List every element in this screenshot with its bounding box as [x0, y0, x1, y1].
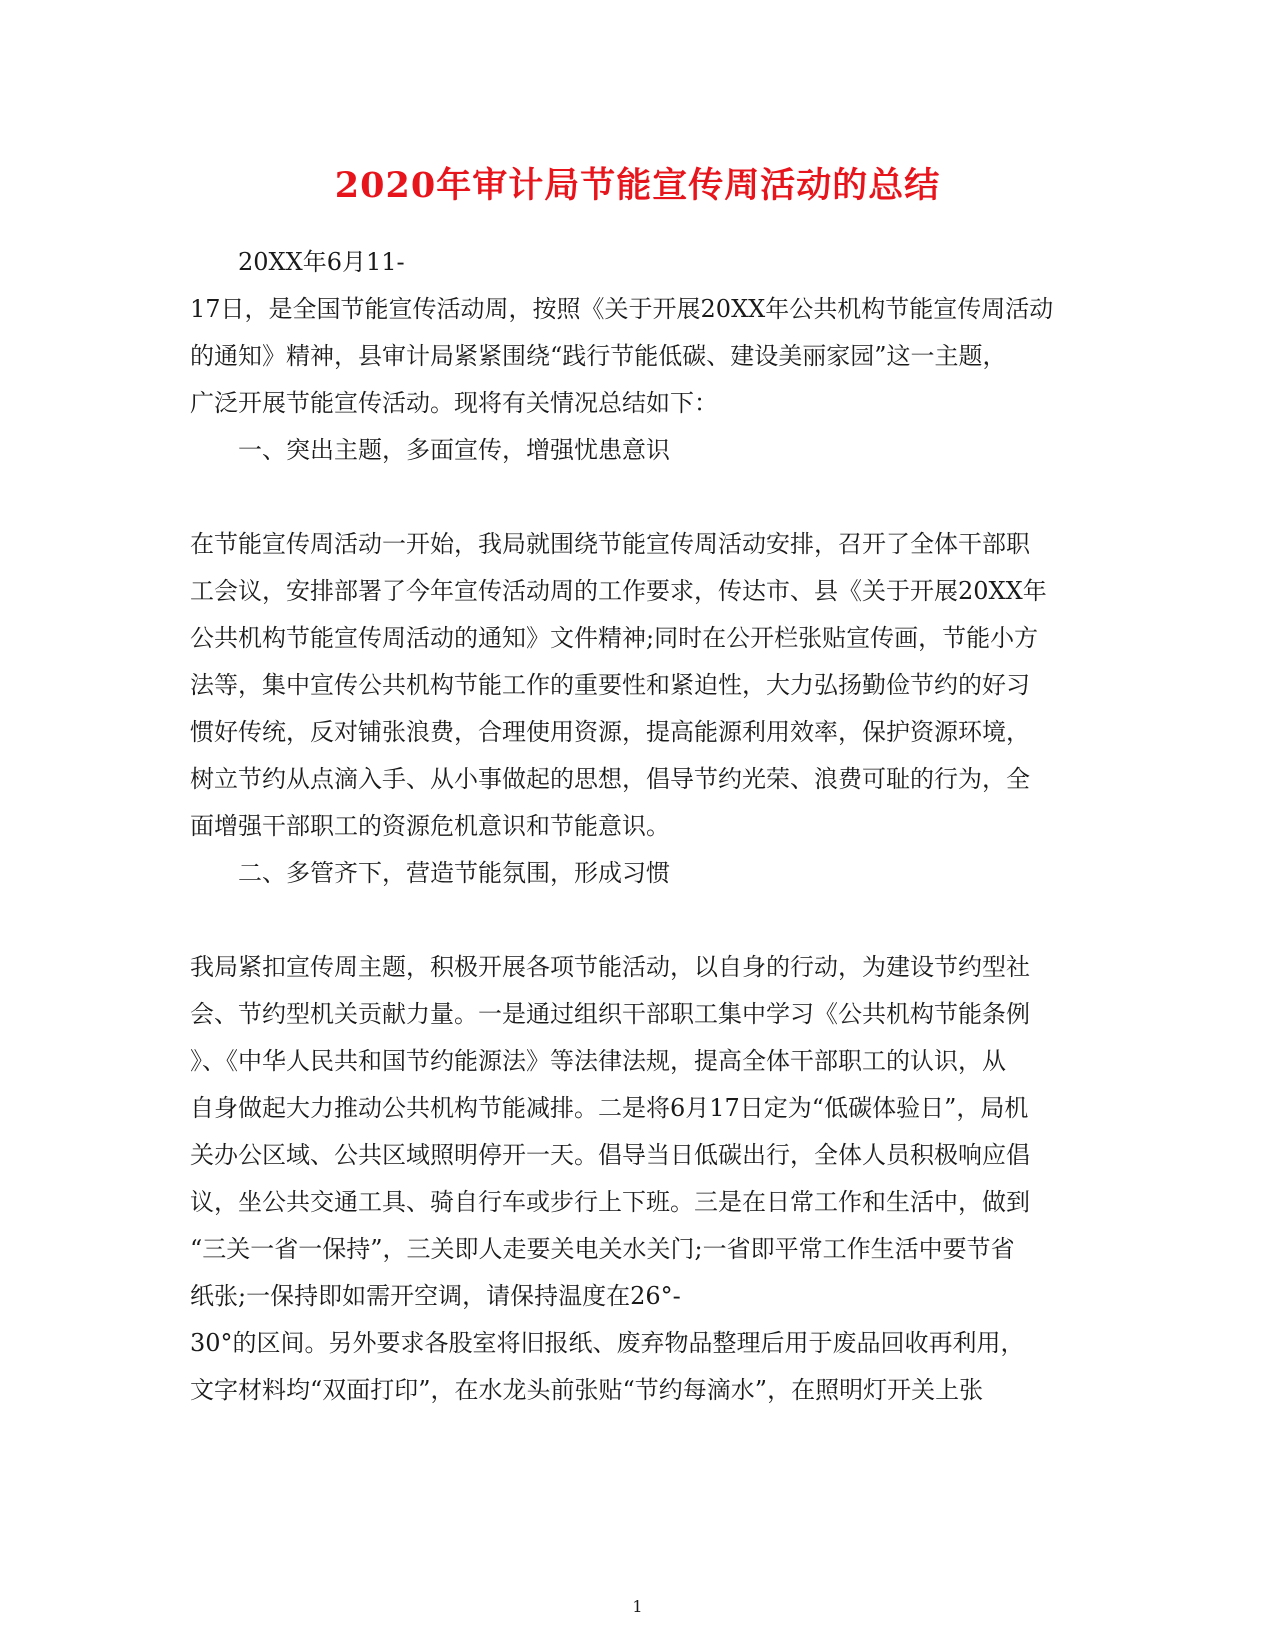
text-line: 惯好传统，反对铺张浪费，合理使用资源，提高能源利用效率，保护资源环境， — [190, 718, 1030, 746]
text-line: 20XX年6月11- — [238, 248, 405, 276]
text-line: 树立节约从点滴入手、从小事做起的思想，倡导节约光荣、浪费可耻的行为，全 — [190, 765, 1030, 793]
text-line: 自身做起大力推动公共机构节能减排。二是将6月17日定为“低碳体验日”，局机 — [190, 1094, 1029, 1122]
text-line: “三关一省一保持”，三关即人走要关电关水关门;一省即平常工作生活中要节省 — [190, 1235, 1015, 1263]
text-line: 30°的区间。另外要求各股室将旧报纸、废弃物品整理后用于废品回收再利用， — [190, 1329, 1025, 1357]
text-line: 文字材料均“双面打印”，在水龙头前张贴“节约每滴水”，在照明灯开关上张 — [190, 1376, 984, 1404]
text-line: 面增强干部职工的资源危机意识和节能意识。 — [190, 812, 670, 840]
text-line: 纸张;一保持即如需开空调，请保持温度在26°- — [190, 1282, 681, 1310]
section-heading: 二、多管齐下，营造节能氛围，形成习惯 — [238, 859, 670, 887]
page-number: 1 — [632, 1597, 643, 1616]
text-line: 在节能宣传周活动一开始，我局就围绕节能宣传周活动安排，召开了全体干部职 — [190, 530, 1030, 558]
document-title: 2020年审计局节能宣传周活动的总结 — [334, 165, 941, 206]
text-line: 工会议，安排部署了今年宣传活动周的工作要求，传达市、县《关于开展20XX年 — [190, 577, 1047, 605]
text-line: 议，坐公共交通工具、骑自行车或步行上下班。三是在日常工作和生活中，做到 — [190, 1188, 1030, 1216]
text-line: 广泛开展节能宣传活动。现将有关情况总结如下： — [190, 389, 718, 417]
text-line: 法等，集中宣传公共机构节能工作的重要性和紧迫性，大力弘扬勤俭节约的好习 — [190, 671, 1030, 699]
text-line: 》、《中华人民共和国节约能源法》等法律法规，提高全体干部职工的认识，从 — [190, 1047, 1006, 1075]
text-line: 17日，是全国节能宣传活动周，按照《关于开展20XX年公共机构节能宣传周活动 — [190, 295, 1054, 323]
text-line: 关办公区域、公共区域照明停开一天。倡导当日低碳出行，全体人员积极响应倡 — [190, 1141, 1030, 1169]
text-line: 会、节约型机关贡献力量。一是通过组织干部职工集中学习《公共机构节能条例 — [190, 1000, 1030, 1028]
text-line: 我局紧扣宣传周主题，积极开展各项节能活动，以自身的行动，为建设节约型社 — [190, 953, 1030, 981]
text-line: 的通知》精神，县审计局紧紧围绕“践行节能低碳、建设美丽家园”这一主题， — [190, 342, 1007, 370]
section-heading: 一、突出主题，多面宣传，增强忧患意识 — [238, 436, 670, 464]
text-line: 公共机构节能宣传周活动的通知》文件精神;同时在公开栏张贴宣传画，节能小方 — [190, 624, 1039, 652]
